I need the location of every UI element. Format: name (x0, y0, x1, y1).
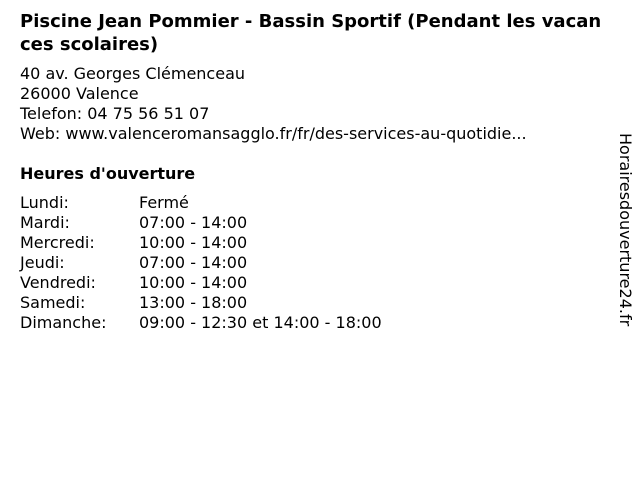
day-label: Mercredi: (20, 233, 95, 252)
address-block (20, 64, 527, 144)
day-hours: 09:00 - 12:30 et 14:00 - 18:00 (139, 313, 382, 332)
hours-row-saturday (20, 293, 382, 313)
street-address: 40 av. Georges Clémenceau (20, 64, 246, 83)
day-hours: 10:00 - 14:00 (139, 233, 248, 252)
phone-label: Telefon: (20, 104, 83, 123)
day-label: Jeudi: (20, 253, 65, 272)
hours-row-sunday (20, 313, 382, 333)
day-label: Samedi: (20, 293, 86, 312)
web-label: Web: (20, 124, 61, 143)
day-label: Vendredi: (20, 273, 96, 292)
day-hours: 10:00 - 14:00 (139, 273, 248, 292)
page-title: Piscine Jean Pommier - Bassin Sportif (Pendant les vacances scolaires) (20, 11, 602, 55)
website-link[interactable]: www.valenceromansagglo.fr/fr/des-services-au-quotidie... (65, 124, 527, 143)
day-label: Mardi: (20, 213, 70, 232)
city-postal: 26000 Valence (20, 84, 139, 103)
day-hours: 07:00 - 14:00 (139, 213, 248, 232)
hours-row-friday (20, 273, 382, 293)
hours-row-monday (20, 193, 382, 213)
phone-line (20, 104, 527, 124)
day-hours: 13:00 - 18:00 (139, 293, 248, 312)
day-label: Lundi: (20, 193, 69, 212)
day-label: Dimanche: (20, 313, 107, 332)
hours-row-wednesday (20, 233, 382, 253)
day-hours: 07:00 - 14:00 (139, 253, 248, 272)
hours-row-thursday (20, 253, 382, 273)
opening-hours-table (20, 193, 382, 333)
hours-row-tuesday (20, 213, 382, 233)
phone-number[interactable]: 04 75 56 51 07 (87, 104, 210, 123)
site-watermark: Horairesdouverture24.fr (616, 133, 635, 327)
opening-hours-heading: Heures d'ouverture (20, 164, 196, 183)
web-line (20, 124, 527, 144)
day-hours: Fermé (139, 193, 189, 212)
